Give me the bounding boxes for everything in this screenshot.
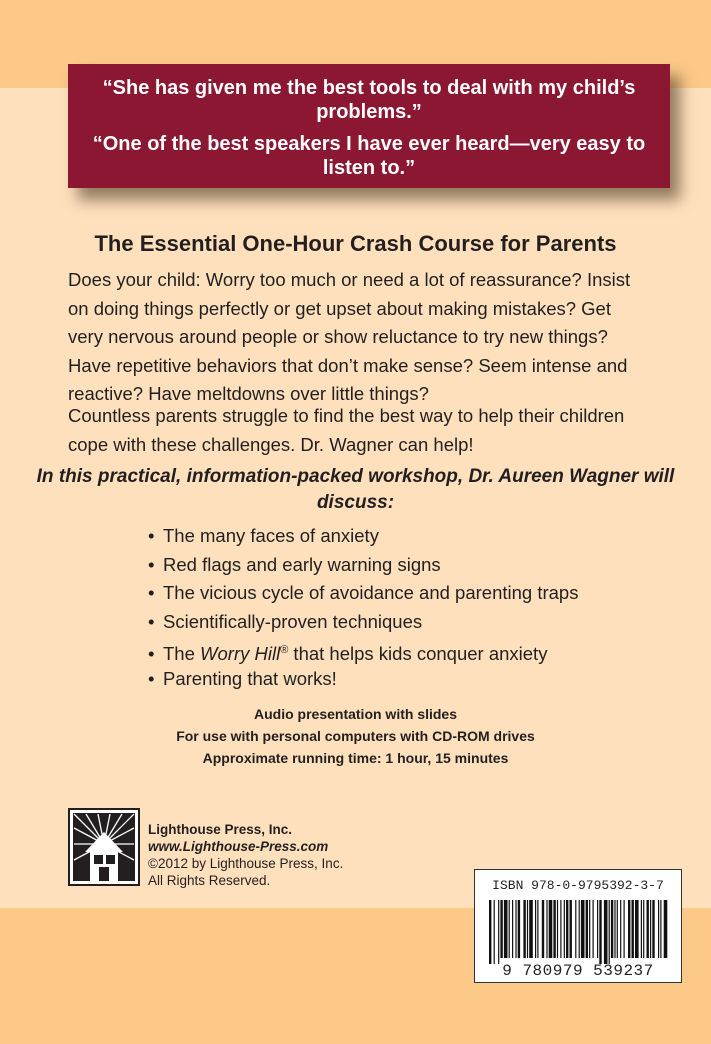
testimonial-quote: “One of the best speakers I have ever heard—very easy to listen to.” — [92, 133, 646, 179]
list-item — [148, 579, 578, 608]
barcode-bar — [566, 900, 568, 958]
barcode-bar — [549, 900, 553, 958]
product-info — [0, 703, 711, 769]
bullet-icon: • — [148, 610, 155, 632]
barcode-bar — [542, 900, 544, 958]
barcode-bar — [518, 900, 520, 958]
publisher-name: Lighthouse Press, Inc. — [148, 822, 293, 837]
worry-hill-name: Worry Hill — [200, 643, 281, 665]
topic-list — [148, 522, 578, 693]
barcode-bar — [614, 900, 615, 958]
list-item-text: Red flags and early warning signs — [163, 553, 441, 575]
barcode-bar — [523, 900, 525, 958]
list-item — [148, 636, 578, 665]
publisher-info — [148, 821, 343, 889]
barcode-bar — [575, 900, 576, 958]
barcode-bar — [527, 900, 528, 958]
barcode-bar — [586, 900, 588, 958]
barcode-bar — [664, 900, 668, 958]
barcode-bar — [560, 900, 561, 958]
barcode-bar — [537, 900, 538, 958]
barcode-bar — [635, 900, 639, 958]
bullet-icon: • — [148, 553, 155, 575]
list-item-text: Scientifically-proven techniques — [163, 610, 423, 632]
list-item — [148, 551, 578, 580]
barcode-bar — [489, 900, 491, 964]
barcode-bar — [504, 900, 508, 958]
barcode-bar — [500, 900, 502, 958]
isbn-number: ISBN 978-0-9795392-3-7 — [492, 878, 664, 893]
barcode-bar — [628, 900, 630, 958]
barcode-bar — [650, 900, 651, 958]
barcode-bar — [597, 900, 598, 958]
list-item-text — [163, 643, 547, 664]
publisher-url: www.Lighthouse-Press.com — [148, 839, 329, 854]
workshop-subheading: In this practical, information-packed workshop, Dr. Aureen Wagner will discuss: — [36, 466, 675, 513]
barcode-bar — [546, 900, 547, 958]
format-line: Audio presentation with slides — [253, 706, 458, 722]
list-item — [148, 608, 578, 637]
barcode-bar — [570, 900, 572, 958]
barcode-bar — [515, 900, 516, 958]
barcode-bar — [652, 900, 654, 958]
barcode-bar — [564, 900, 565, 958]
barcode-bar — [641, 900, 642, 958]
bullet-icon: • — [148, 525, 155, 546]
requirements-line: For use with personal computers with CD-ROM drives — [176, 728, 535, 744]
list-item-text: The vicious cycle of avoidance and parenting traps — [163, 582, 579, 603]
barcode-bar — [593, 900, 594, 958]
barcode-bar — [498, 900, 499, 964]
registered-mark: ® — [280, 644, 289, 656]
list-item-prefix: The — [163, 643, 201, 665]
lighthouse-logo-icon — [68, 808, 140, 886]
barcode-bar — [647, 900, 649, 958]
barcode-bar — [535, 900, 536, 958]
description-paragraph: Countless parents struggle to find the best way to help their children cope with these challenges. Dr. Wagner can help! — [68, 405, 625, 455]
barcode-bar — [620, 900, 621, 958]
list-item — [148, 665, 578, 694]
barcode-bar — [617, 900, 618, 958]
barcode-bar — [624, 900, 625, 958]
page-title: The Essential One-Hour Crash Course for Parents — [94, 231, 617, 256]
barcode-bar — [529, 900, 533, 958]
rights-line: All Rights Reserved. — [148, 873, 271, 888]
list-item-text: The many faces of anxiety — [163, 525, 379, 546]
barcode-bar — [579, 900, 580, 958]
list-item-text: Parenting that works! — [163, 667, 337, 689]
barcode-bar — [509, 900, 510, 958]
barcode-bar — [557, 900, 558, 958]
barcode-bar — [609, 900, 610, 964]
barcode-bar — [589, 900, 590, 958]
isbn-barcode — [474, 869, 682, 983]
list-item-suffix: that helps kids conquer anxiety — [288, 643, 548, 665]
barcode-bar — [512, 900, 513, 958]
testimonial-box — [68, 64, 670, 188]
barcode-bar — [658, 900, 659, 958]
bullet-icon: • — [148, 582, 155, 603]
barcode-bar — [553, 900, 555, 958]
testimonial-quote: “She has given me the best tools to deal with my child’s problems.” — [102, 77, 636, 123]
intro-paragraph: Does your child: Worry too much or need a lot of reassurance? Insist on doing things perfectly or get upset about making mistakes? Get very nervous around people or show reluctance to try new things? Have repetitive behaviors that don’t make sense? Seem intense and reactive? Have meltdowns over little things? — [68, 269, 631, 404]
barcode-bar — [611, 900, 613, 958]
running-time-line: Approximate running time: 1 hour, 15 minutes — [202, 750, 509, 766]
bullet-icon: • — [148, 667, 155, 689]
barcode-bar — [494, 900, 495, 964]
barcode-bar — [581, 900, 585, 958]
list-item — [148, 522, 578, 551]
bullet-icon: • — [148, 643, 155, 665]
copyright-line: ©2012 by Lighthouse Press, Inc. — [148, 856, 344, 871]
barcode-bar — [604, 900, 608, 964]
barcode-bar — [643, 900, 644, 958]
barcode-bar — [632, 900, 634, 958]
barcode-bar — [599, 900, 601, 964]
barcode-bar — [660, 900, 661, 958]
barcode-digits: 9 780979 539237 — [502, 962, 654, 980]
